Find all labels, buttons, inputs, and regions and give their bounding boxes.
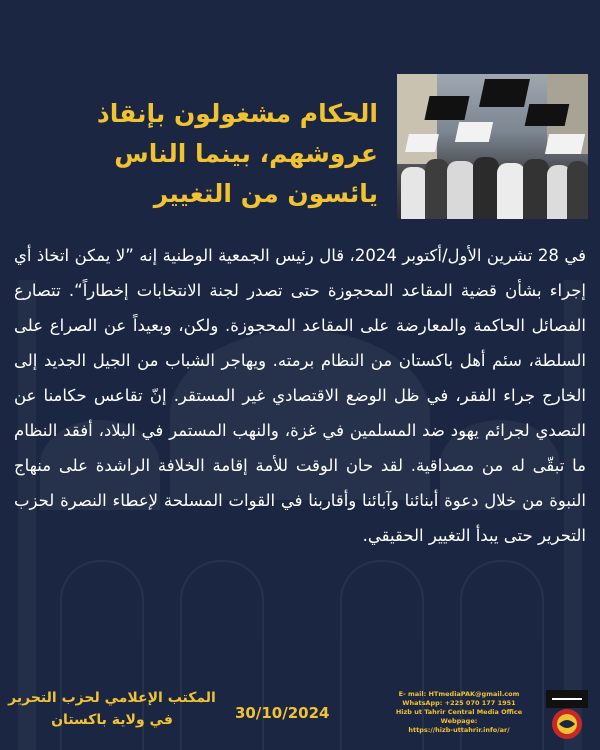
headline xyxy=(18,94,378,214)
contact-email: E- mail: HTmediaPAK@gmail.com xyxy=(398,690,520,698)
protest-march-photo xyxy=(397,74,588,219)
headline-line-1: الحكام مشغولون بإنقاذ xyxy=(96,99,378,128)
media-office-line-2: في ولاية باكستان xyxy=(51,712,173,728)
hizb-ut-tahrir-logo-icon xyxy=(542,688,592,744)
contact-info xyxy=(385,690,533,735)
contact-webpage-label: Hizb ut Tahrir Central Media Office Webpage: xyxy=(395,708,523,725)
headline-line-3: يائسون من التغيير xyxy=(153,179,378,208)
headline-line-2: عروشهم، بينما الناس xyxy=(114,139,378,168)
release-date: 30/10/2024 xyxy=(235,704,330,722)
contact-whatsapp: WhatsApp: +225 070 177 1951 xyxy=(402,699,516,707)
media-office-line-1: المكتب الإعلامي لحزب التحرير xyxy=(8,690,216,706)
body-paragraph: في 28 تشرين الأول/أكتوبر 2024، قال رئيس الجمعية الوطنية إنه ”لا يمكن اتخاذ أي إجراء بشأن قضية المقاعد المحجوزة حتى تصدر لجنة الانتخابات إخطاراً“. تتصارع الفصائل الحاكمة والمعارضة على المقاعد المحجوزة. ولكن، وبعيداً عن الصراع على السلطة، سئم أهل باكستان من النظام برمته. ويهاجر الشباب من الجيل الجديد إلى الخارج جراء الفقر، في ظل الوضع الاقتصادي غير المستقر. إنّ تقاعس حكامنا عن التصدي لجرائم يهود ضد المسلمين في غزة، والنهب المستمر في البلاد، أفقد النظام ما تبقّى له من مصداقية. لقد حان الوقت للأمة إقامة الخلافة الراشدة على منهاج النبوة من خلال دعوة أبنائنا وآبائنا وأقاربنا في القوات المسلحة لإعطاء النصرة لحزب التحرير حتى يبدأ التغيير الحقيقي. xyxy=(14,246,586,545)
contact-webpage-url[interactable]: https://hizb-uttahrir.info/ar/ xyxy=(408,726,510,734)
media-office-name xyxy=(2,687,222,731)
